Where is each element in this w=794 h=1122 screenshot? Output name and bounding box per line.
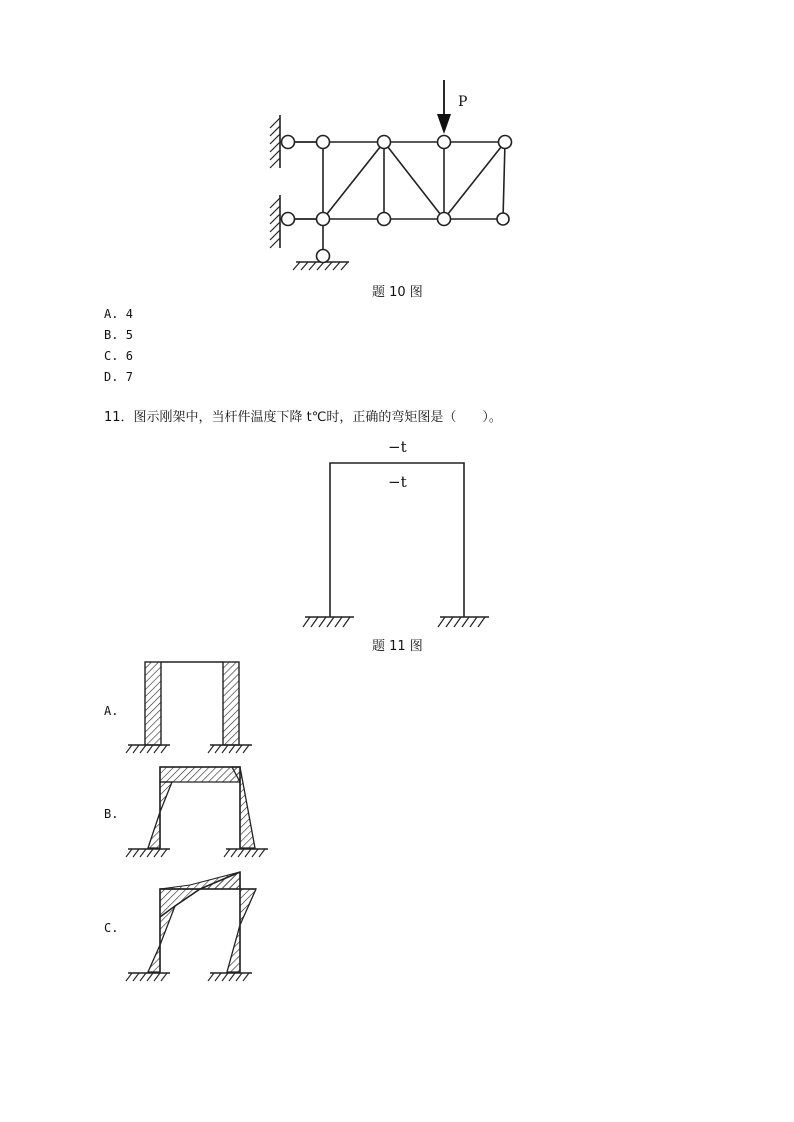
temp-label-outer: −t <box>388 438 407 456</box>
q11-caption: 题 11 图 <box>372 639 423 654</box>
load-label: P <box>458 94 468 110</box>
q11-option-a-diagram <box>0 655 794 755</box>
option-letter: C. <box>104 349 119 363</box>
q11-option-c-letter: C. <box>104 921 119 935</box>
q11-frame-figure <box>0 440 794 640</box>
q11-option-a-letter: A. <box>104 704 119 718</box>
q10-caption: 题 10 图 <box>372 285 423 300</box>
option-text: 5 <box>125 328 133 342</box>
option-a <box>104 307 133 321</box>
option-letter: A. <box>104 307 119 321</box>
option-text: 7 <box>125 370 133 384</box>
option-letter: D. <box>104 370 119 384</box>
q11-option-b-diagram <box>0 760 794 870</box>
option-c <box>104 349 133 363</box>
temp-label-inner: −t <box>388 473 407 491</box>
option-text: 6 <box>125 349 133 363</box>
q10-truss-figure <box>0 0 794 300</box>
option-b <box>104 328 133 342</box>
q11-option-c-diagram <box>0 865 794 985</box>
q11-question-text: 11．图示刚架中，当杆件温度下降 t℃时，正确的弯矩图是（ ）。 <box>104 410 502 425</box>
option-d <box>104 370 133 384</box>
option-letter: B. <box>104 328 119 342</box>
q11-option-b-letter: B. <box>104 807 119 821</box>
option-text: 4 <box>125 307 133 321</box>
